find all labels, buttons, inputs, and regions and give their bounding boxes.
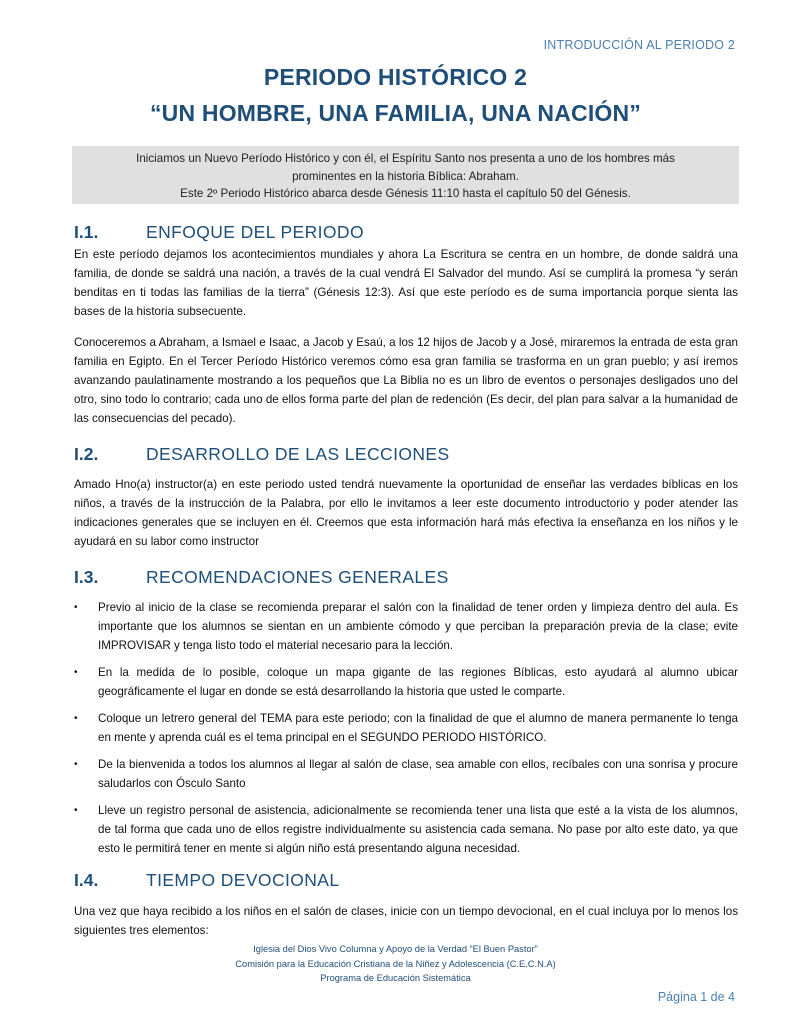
list-item — [74, 663, 738, 701]
footer-line: Iglesia del Dios Vivo Columna y Apoyo de la Verdad “El Buen Pastor” — [253, 944, 538, 954]
list-item — [74, 801, 738, 858]
page-number: Página 1 de 4 — [657, 990, 735, 1004]
recommendations-list — [74, 598, 738, 866]
list-item-text: De la bienvenida a todos los alumnos al llegar al salón de clase, sea amable con ellos, recíbales con una sonrisa y procure saludarlos con Ósculo Santo — [98, 758, 738, 790]
paragraph: En este período dejamos los acontecimientos mundiales y ahora La Escritura se centra en un hombre, de donde saldrá una familia, de donde se saldrá una nación, a través de la cual vendrá El Salvador del mundo. Así se cumplirá la promesa “y serán benditas en ti todas las familias de la tierra” (Génesis 12:3). Así que este período es de suma importancia porque sienta las bases de la historia subsecuente. — [74, 248, 738, 318]
paragraph: Una vez que haya recibido a los niños en el salón de clases, inicie con un tiempo devocional, en el cual incluya por lo menos los siguientes tres elementos: — [74, 905, 738, 937]
section-number: I.2. — [74, 444, 99, 464]
bullet-icon: • — [74, 667, 78, 678]
list-item — [74, 709, 738, 747]
section-title: TIEMPO DEVOCIONAL — [146, 870, 340, 890]
bullet-icon: • — [74, 759, 78, 770]
intro-box — [72, 146, 739, 204]
page-footer — [0, 942, 791, 986]
section-heading-desarrollo — [74, 444, 450, 465]
intro-line: prominentes en la historia Bíblica: Abraham. — [292, 169, 519, 183]
page-title: PERIODO HISTÓRICO 2 — [263, 64, 528, 90]
section-heading-enfoque — [74, 222, 364, 243]
paragraph: Conoceremos a Abraham, a Ismael e Isaac, a Jacob y Esaú, a los 12 hijos de Jacob y a José, miraremos la entrada de esta gran familia en Egipto. En el Tercer Período Histórico veremos cómo esa gran familia se trasforma en un gran pueblo; y así iremos avanzando paulatinamente mostrando a los pequeños que La Biblia no es un libro de eventos o personajes desligados uno del otro, sino todo lo contrario; cada uno de ellos forma parte del plan de redención (Es decir, del plan para salvar a la humanidad de las consecuencias del pecado). — [74, 336, 738, 425]
list-item-text: Lleve un registro personal de asistencia, adicionalmente se recomienda tener una lista que esté a la vista de los alumnos, de tal forma que cada uno de ellos registre individualmente su asistencia cada semana. No pase por alto este dato, ya que esto le permitirá tener en mente si algún niño está presentando alguna necesidad. — [98, 804, 738, 855]
section-number: I.3. — [74, 567, 99, 587]
intro-line: Este 2º Periodo Histórico abarca desde Génesis 11:10 hasta el capítulo 50 del Génesis. — [180, 187, 631, 200]
bullet-icon: • — [74, 805, 78, 816]
footer-line: Programa de Educación Sistemática — [320, 973, 471, 983]
list-item-text: Coloque un letrero general del TEMA para este periodo; con la finalidad de que el alumno de manera permanente lo tenga en mente y aprenda cuál es el tema principal en el SEGUNDO PERIODO HISTÓRICO. — [98, 712, 738, 744]
page-subtitle: “UN HOMBRE, UNA FAMILIA, UNA NACIÓN” — [149, 100, 642, 126]
section-title: RECOMENDACIONES GENERALES — [146, 567, 449, 587]
footer-line: Comisión para la Educación Cristiana de la Niñez y Adolescencia (C.E.C.N.A) — [235, 958, 556, 969]
section-title: DESARROLLO DE LAS LECCIONES — [146, 444, 450, 464]
section-number: I.4. — [74, 870, 99, 890]
list-item-text: Previo al inicio de la clase se recomienda preparar el salón con la finalidad de tener orden y limpieza dentro del aula. Es importante que los alumnos se sientan en un ambiente cómodo y que perciban la preparación previa de la clase; evite IMPROVISAR y tenga listo todo el material necesario para la lección. — [98, 601, 738, 652]
list-item-text: En la medida de lo posible, coloque un mapa gigante de las regiones Bíblicas, esto ayudará al alumno ubicar geográficamente el lugar en donde se está desarrollando la historia que usted le comparte. — [98, 666, 738, 698]
bullet-icon: • — [74, 602, 78, 613]
section-heading-recomendaciones — [74, 567, 449, 588]
list-item — [74, 598, 738, 655]
section-title: ENFOQUE DEL PERIODO — [146, 222, 364, 242]
list-item — [74, 755, 738, 793]
running-header: INTRODUCCIÓN AL PERIODO 2 — [543, 38, 735, 52]
paragraph: Amado Hno(a) instructor(a) en este periodo usted tendrá nuevamente la oportunidad de enseñar las verdades bíblicas en los niños, a través de la instrucción de la Palabra, por ello le invitamos a leer este documento introductorio y poder atender las indicaciones generales que se incluyen en él. Creemos que esta información hará más efectiva la enseñanza en los niños y le ayudará en su labor como instructor — [74, 478, 738, 548]
section-number: I.1. — [74, 222, 99, 242]
intro-line: Iniciamos un Nuevo Período Histórico y con él, el Espíritu Santo nos presenta a uno de los hombres más — [136, 152, 675, 165]
bullet-icon: • — [74, 713, 78, 724]
section-heading-devocional — [74, 870, 340, 891]
